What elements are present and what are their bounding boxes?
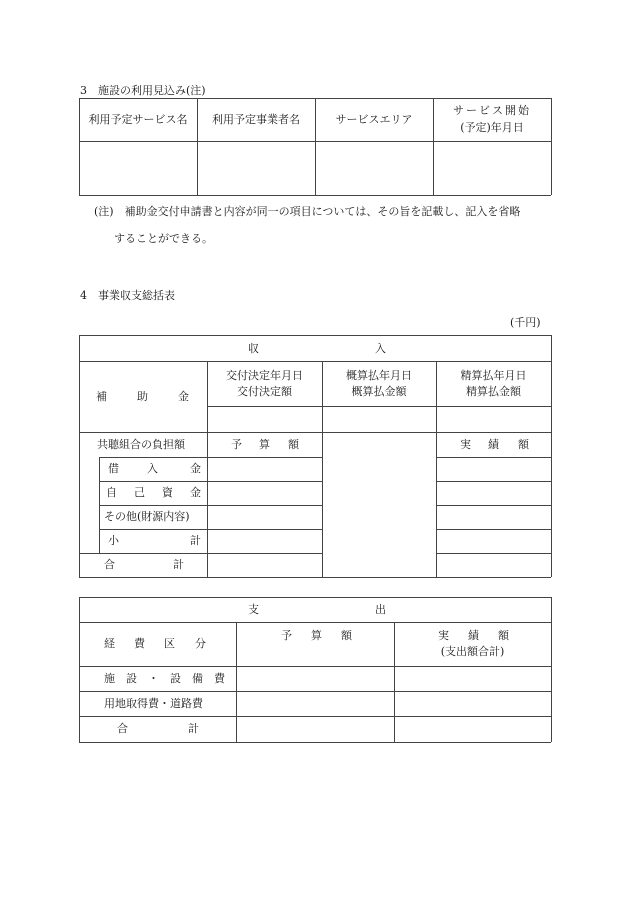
approx-amount-header: 概算払金額: [351, 385, 407, 398]
header-start-date-line2: (予定)年月日: [460, 121, 524, 134]
row-own-funds-3: 資: [162, 486, 173, 499]
header-service-area: サービスエリア: [335, 113, 413, 126]
row-subtotal-2: 計: [190, 534, 201, 547]
expense-yosan-3: 額: [341, 629, 352, 642]
expense-total-1: 合: [117, 722, 128, 735]
row-own-funds-2: 己: [134, 486, 145, 499]
jisseki-header-3: 額: [518, 438, 529, 451]
category-header-2: 費: [134, 637, 145, 650]
category-header-4: 分: [195, 637, 206, 650]
expense-jisseki-sub: (支出額合計): [440, 645, 505, 658]
settle-amount-header: 精算払金額: [466, 385, 521, 398]
hojokin-label-3: 金: [178, 390, 189, 403]
hojokin-label-1: 補: [96, 390, 107, 403]
jisseki-header-2: 績: [488, 438, 499, 451]
hojokin-label-2: 助: [137, 390, 148, 403]
kyocho-burden-label: 共聴組合の負担額: [97, 438, 185, 451]
row-borrowing-3: 金: [190, 462, 201, 475]
expense-jisseki-2: 績: [468, 629, 479, 642]
row-own-funds-1: 自: [106, 486, 117, 499]
expense-jisseki-1: 実: [438, 629, 449, 642]
decision-date-header: 交付決定年月日: [226, 369, 303, 382]
income-title-right: 入: [375, 342, 386, 355]
section3-heading: 3 施設の利用見込み(注): [80, 84, 206, 97]
decision-amount-header: 交付決定額: [237, 385, 292, 398]
approx-date-header: 概算払年月日: [346, 369, 412, 382]
category-header-1: 経: [104, 637, 115, 650]
row-other: その他(財源内容): [104, 510, 190, 523]
row-own-funds-4: 金: [190, 486, 201, 499]
income-total-2: 計: [173, 558, 184, 571]
yosan-header-3: 額: [288, 438, 299, 451]
expense-yosan-1: 予: [281, 629, 292, 642]
income-title-left: 収: [248, 342, 259, 355]
row-borrowing-2: 入: [147, 462, 158, 475]
expense-title-right: 出: [375, 603, 386, 616]
header-start-date-line1: サービス開始: [453, 104, 531, 117]
expense-jisseki-3: 額: [498, 629, 509, 642]
yosan-header-1: 予: [231, 438, 242, 451]
row-borrowing-1: 借: [108, 462, 119, 475]
header-service-name: 利用予定サービス名: [88, 113, 188, 126]
expense-yosan-2: 算: [311, 629, 322, 642]
category-header-3: 区: [164, 637, 175, 650]
unit-label: (千円): [510, 316, 541, 329]
jisseki-header-1: 実: [460, 438, 471, 451]
header-operator-name: 利用予定事業者名: [212, 113, 300, 126]
section4-heading: 4 事業収支総括表: [80, 289, 175, 302]
settle-date-header: 精算払年月日: [460, 369, 527, 382]
land-road-cost-label: 用地取得費・道路費: [104, 697, 203, 710]
income-total-1: 合: [104, 558, 115, 571]
yosan-header-2: 算: [259, 438, 270, 451]
note-line-2: することができる。: [114, 232, 213, 245]
expense-total-2: 計: [188, 722, 199, 735]
row-subtotal-1: 小: [108, 534, 119, 547]
note-line-1: (注) 補助金交付申請書と内容が同一の項目については、その旨を記載し、記入を省略: [94, 205, 521, 218]
facility-cost-label: 施 設 ・ 設 備 費: [104, 672, 225, 685]
expense-title-left: 支: [248, 603, 259, 616]
